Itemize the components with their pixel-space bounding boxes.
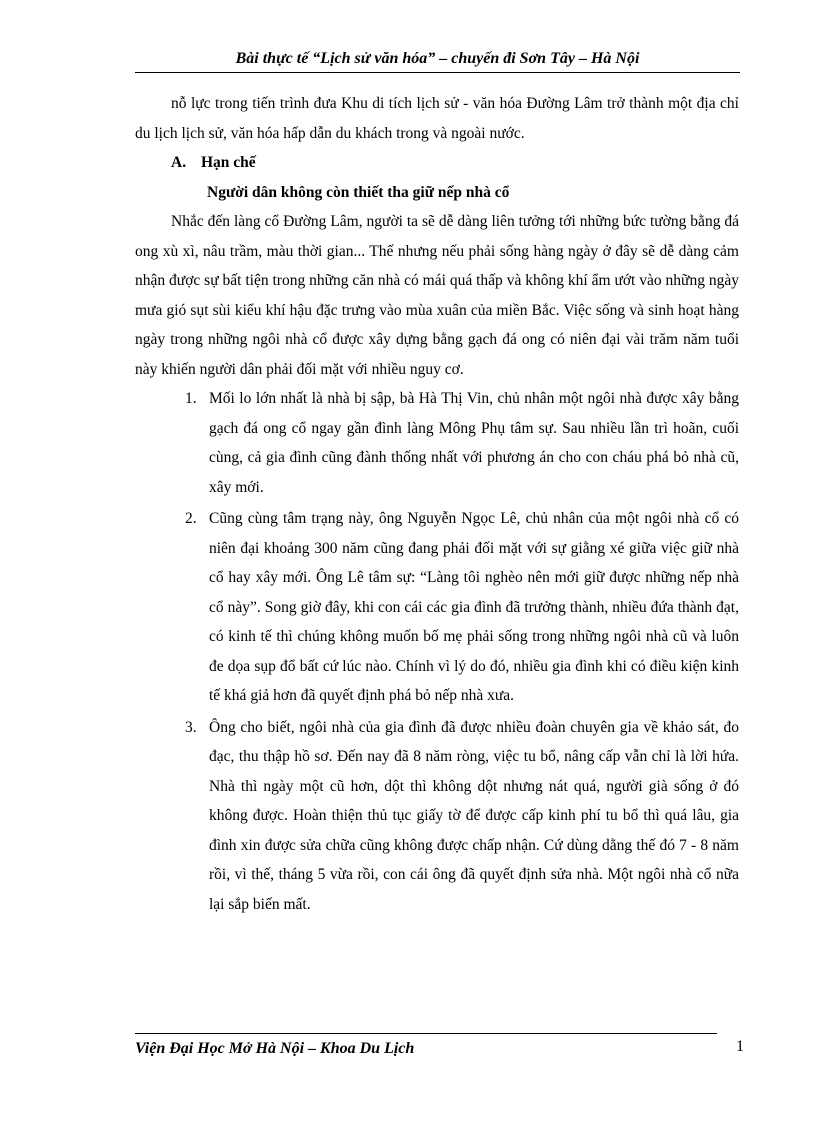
numbered-list [135,384,739,919]
list-item [135,713,739,920]
list-item-number: 1. [185,390,197,407]
page-footer: Viện Đại Học Mở Hà Nội – Khoa Du Lịch [135,1040,415,1057]
list-item-text: Mối lo lớn nhất là nhà bị sập, bà Hà Thị Vin, chủ nhân một ngôi nhà được xây bằng gạch đá ong cổ ngay gần đình làng Mông Phụ tâm sự. Sau nhiều lần trì hoãn, cuối cùng, cả gia đình cũng đành thống nhất với phương án cho con cháu phá bỏ nhà cũ, xây mới. [209,390,739,496]
body-paragraph: Nhắc đến làng cổ Đường Lâm, người ta sẽ dễ dàng liên tưởng tới những bức tường bằng đá ong xù xì, nâu trầm, màu thời gian... Thế nhưng nếu phải sống hàng ngày ở đây sẽ dễ dàng cảm nhận được sự bất tiện trong những căn nhà có mái quá thấp và không khí ẩm ướt vào những ngày mưa gió sụt sùi kiểu khí hậu đặc trưng vào mùa xuân của miền Bắc. Việc sống và sinh hoạt hàng ngày trong những ngôi nhà cổ được xây dựng bằng gạch đá ong có niên đại vài trăm năm tuổi này khiến người dân phải đối mặt với nhiều nguy cơ. [135,213,739,378]
page-header: Bài thực tế “Lịch sử văn hóa” – chuyến đi Sơn Tây – Hà Nội [235,50,640,67]
intro-paragraph: nỗ lực trong tiến trình đưa Khu di tích lịch sử - văn hóa Đường Lâm trở thành một địa chỉ du lịch lịch sử, văn hóa hấp dẫn du khách trong và ngoài nước. [135,95,739,142]
page-number: 1 [736,1038,744,1055]
list-item-text: Cũng cùng tâm trạng này, ông Nguyễn Ngọc Lê, chủ nhân của một ngôi nhà cổ có niên đại khoảng 300 năm cũng đang phải đối mặt với sự giằng xé giữa việc giữ nhà cổ hay xây mới. Ông Lê tâm sự: “Làng tôi nghèo nên mới giữ được những nếp nhà cổ này”. Song giờ đây, khi con cái các gia đình đã trưởng thành, nhiều đứa thành đạt, có kinh tế thì chúng không muốn bố mẹ phải sống trong những ngôi nhà cũ và luôn đe dọa sụp đổ bất cứ lúc nào. Chính vì lý do đó, nhiều gia đình khi có điều kiện kinh tế khá giả hơn đã quyết định phá bỏ nếp nhà xưa. [209,510,739,704]
subsection-heading: Người dân không còn thiết tha giữ nếp nhà cổ [207,183,510,201]
section-title: Hạn chế [201,154,256,171]
section-heading [135,148,739,178]
list-item [135,504,739,711]
document-body [135,89,739,919]
list-item-text: Ông cho biết, ngôi nhà của gia đình đã được nhiều đoàn chuyên gia về khảo sát, đo đạc, thu thập hồ sơ. Đến nay đã 8 năm ròng, việc tu bổ, nâng cấp vẫn chỉ là lời hứa. Nhà thì ngày một cũ hơn, dột thì không dột nhưng nát quá, người già sống ở đó không được. Hoàn thiện thủ tục giấy tờ để được cấp kinh phí tu bổ thì quá lâu, gia đình xin được sửa chữa cũng không được chấp nhận. Cứ dùng dằng thế đó 7 - 8 năm rồi, vì thế, tháng 5 vừa rồi, con cái ông đã quyết định sửa nhà. Một ngôi nhà cổ nữa lại sắp biến mất. [209,718,739,913]
section-number: A. [171,154,187,171]
footer-divider [135,1033,717,1034]
list-item-number: 3. [185,718,197,736]
header-divider [135,72,740,73]
list-item [135,384,739,502]
list-item-number: 2. [185,510,197,527]
